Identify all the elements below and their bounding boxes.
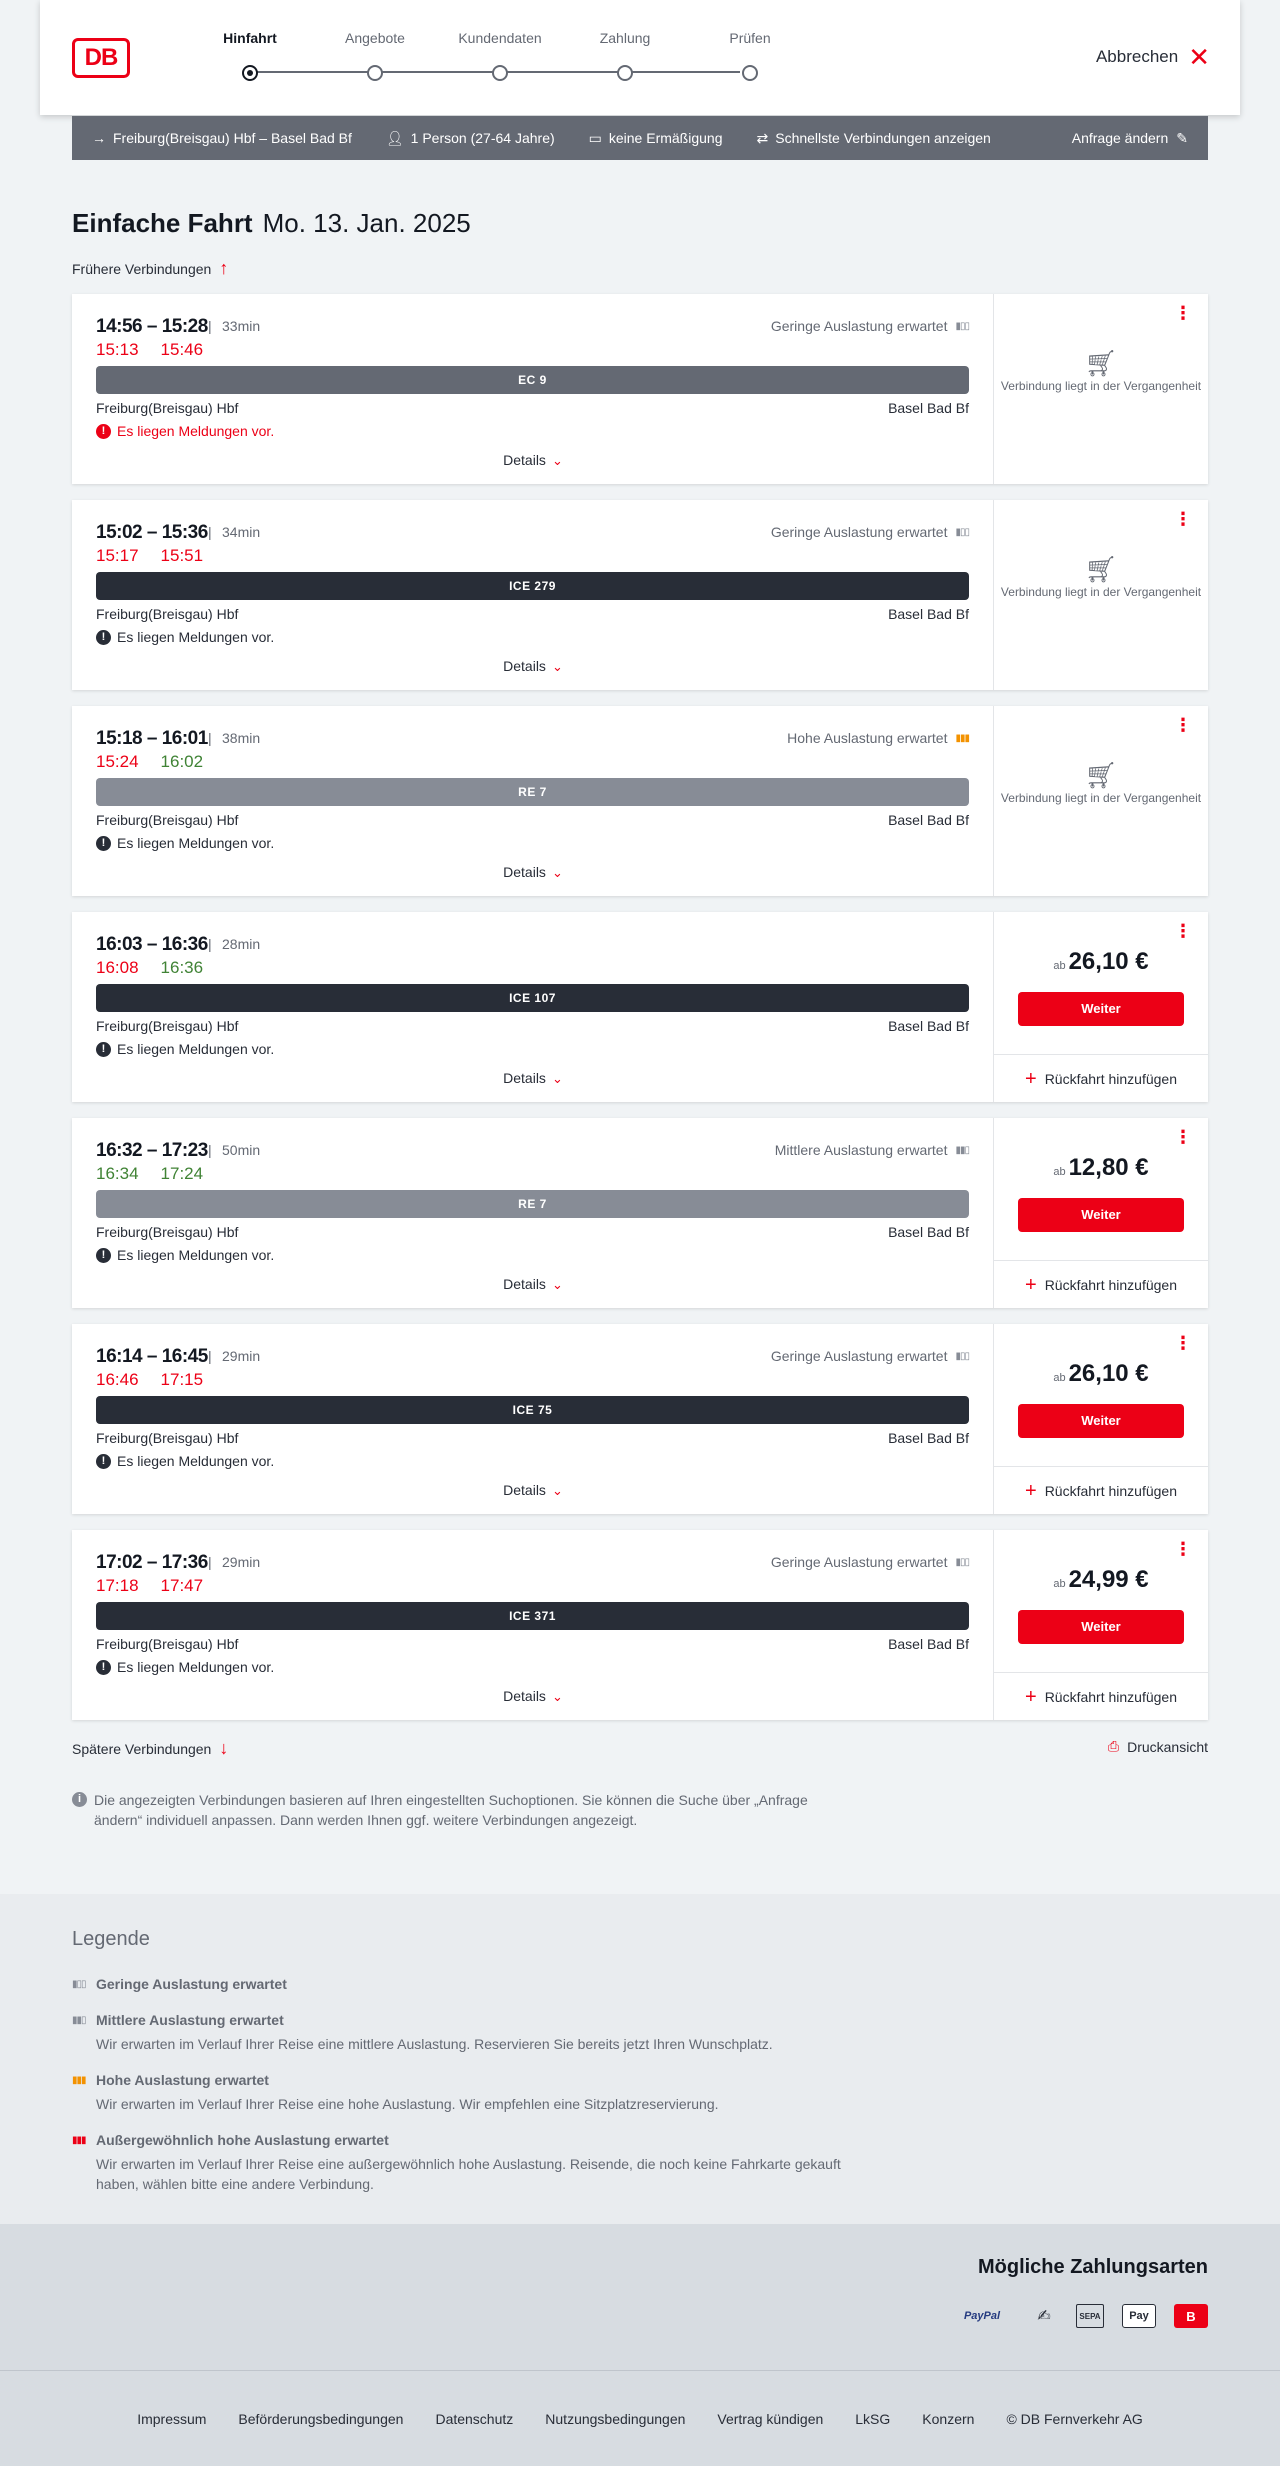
train-bar[interactable]: RE 7	[96, 1190, 969, 1218]
payment-title: Mögliche Zahlungsarten	[977, 2256, 1208, 2278]
info-notice	[72, 1790, 852, 1830]
exclamation-icon: !	[96, 1248, 111, 1263]
plus-icon: +	[1025, 1273, 1037, 1296]
step-hinfahrt[interactable]	[190, 30, 310, 81]
occupancy-text: Geringe Auslastung erwartet	[770, 524, 948, 540]
more-options-icon[interactable]: ⋮	[1174, 509, 1192, 529]
details-toggle[interactable]	[72, 658, 994, 675]
footer-link-befoerderungsbedingungen[interactable]: Beförderungsbedingungen	[238, 2411, 404, 2427]
origin-station: Freiburg(Breisgau) Hbf	[96, 1018, 239, 1034]
connection-main	[72, 294, 994, 484]
connection-times: 15:02 – 15:36	[96, 522, 208, 543]
connection-card	[72, 706, 1208, 896]
legend-head: Mittlere Auslastung erwartet	[96, 2012, 284, 2028]
step-dot	[617, 65, 633, 81]
realtime-arrival: 15:51	[160, 546, 204, 565]
earlier-label: Frühere Verbindungen	[72, 260, 212, 277]
connection-card	[72, 500, 1208, 690]
continue-button[interactable]: Weiter	[1018, 1198, 1184, 1232]
chevron-down-icon: ⌄	[551, 659, 563, 674]
connection-duration: 33min	[222, 318, 261, 334]
more-options-icon[interactable]: ⋮	[1174, 1333, 1192, 1353]
step-pruefen	[690, 30, 810, 81]
paypal-icon: PayPal	[963, 2310, 1001, 2322]
occupancy-icon: ▮▮▮	[955, 732, 969, 744]
exclamation-icon: !	[96, 1042, 111, 1057]
separator: |	[208, 730, 212, 746]
more-options-icon[interactable]: ⋮	[1174, 1539, 1192, 1559]
later-connections-link[interactable]	[72, 1738, 228, 1759]
chevron-down-icon: ⌄	[551, 1277, 563, 1292]
add-return-button[interactable]	[994, 1260, 1208, 1308]
train-bar[interactable]: ICE 279	[96, 572, 969, 600]
arrow-right-icon: →	[92, 130, 106, 146]
chevron-down-icon: ⌄	[551, 1071, 563, 1086]
legend-item-extreme	[72, 2132, 852, 2194]
edit-request-button[interactable]	[1072, 130, 1188, 147]
occupancy-text: Geringe Auslastung erwartet	[770, 318, 948, 334]
realtime-departure: 15:24	[96, 752, 139, 771]
exclamation-icon: !	[96, 1454, 111, 1469]
legend-item-low	[72, 1976, 852, 1992]
add-return-button[interactable]	[994, 1672, 1208, 1720]
connection-duration: 38min	[222, 730, 261, 746]
price	[994, 1154, 1208, 1182]
add-return-label: Rückfahrt hinzufügen	[1044, 1070, 1177, 1087]
summary-option	[757, 130, 991, 147]
details-label: Details	[503, 452, 546, 468]
search-summary-bar	[72, 116, 1208, 160]
details-label: Details	[503, 1070, 546, 1086]
past-text: Verbindung liegt in der Vergangenheit	[1000, 585, 1202, 599]
price	[994, 948, 1208, 976]
progress-steps	[180, 30, 800, 90]
occupancy-icon: ▮▯▯	[955, 526, 969, 538]
step-zahlung	[565, 30, 685, 81]
occupancy-icon: ▮▮▯	[955, 1144, 969, 1156]
legend-title: Legende	[72, 1928, 150, 1950]
destination-station: Basel Bad Bf	[888, 1430, 969, 1446]
origin-station: Freiburg(Breisgau) Hbf	[96, 1430, 239, 1446]
messages-notice	[96, 1453, 274, 1469]
past-connection-notice	[994, 760, 1208, 806]
train-bar[interactable]: ICE 75	[96, 1396, 969, 1424]
past-text: Verbindung liegt in der Vergangenheit	[1000, 379, 1202, 393]
title-date: Mo. 13. Jan. 2025	[262, 208, 471, 238]
messages-notice	[96, 629, 274, 645]
add-return-button[interactable]	[994, 1054, 1208, 1102]
details-toggle[interactable]	[72, 1070, 994, 1087]
edit-label: Anfrage ändern	[1071, 130, 1169, 146]
payment-icons	[952, 2304, 1208, 2328]
price	[994, 1566, 1208, 1594]
destination-station: Basel Bad Bf	[888, 1018, 969, 1034]
add-return-label: Rückfahrt hinzufügen	[1044, 1688, 1177, 1705]
earlier-connections-link[interactable]	[72, 258, 228, 279]
connection-duration: 29min	[222, 1348, 261, 1364]
footer-copyright: © DB Fernverkehr AG	[1006, 2411, 1143, 2427]
price-prefix: ab	[1053, 960, 1066, 972]
plus-icon: +	[1025, 1067, 1037, 1090]
realtime-departure: 16:08	[96, 958, 139, 977]
close-icon: ✕	[1188, 42, 1210, 72]
details-label: Details	[503, 658, 546, 674]
origin-station: Freiburg(Breisgau) Hbf	[96, 812, 239, 828]
occupancy	[787, 730, 969, 746]
plus-icon: +	[1025, 1479, 1037, 1502]
occupancy-icon: ▮▯▯	[955, 1350, 969, 1362]
occupancy-low-icon: ▮▯▯	[72, 1978, 86, 1990]
db-pay-icon: B	[1174, 2304, 1208, 2328]
later-label: Spätere Verbindungen	[72, 1740, 212, 1757]
footer-link-impressum[interactable]: Impressum	[137, 2411, 207, 2427]
realtime-arrival: 15:46	[160, 340, 204, 359]
apple-pay-icon: Pay	[1122, 2304, 1156, 2328]
more-options-icon[interactable]: ⋮	[1174, 1127, 1192, 1147]
legend-text: Wir erwarten im Verlauf Ihrer Reise eine hohe Auslastung. Wir empfehlen eine Sitzplatzreservierung.	[96, 2096, 719, 2112]
train-bar[interactable]: ICE 371	[96, 1602, 969, 1630]
legend-text: Wir erwarten im Verlauf Ihrer Reise eine mittlere Auslastung. Reservieren Sie bereits jetzt Ihren Wunschplatz.	[96, 2036, 773, 2052]
realtime-arrival: 17:15	[160, 1370, 204, 1389]
messages-notice	[96, 423, 274, 439]
price-value: 24,99 €	[1068, 1566, 1149, 1593]
messages-text: Es liegen Meldungen vor.	[117, 423, 275, 439]
realtime-departure: 16:46	[96, 1370, 139, 1389]
separator: |	[208, 1554, 212, 1570]
offer-panel	[994, 706, 1208, 896]
occupancy-text: Geringe Auslastung erwartet	[770, 1348, 948, 1364]
realtime-row	[96, 958, 225, 978]
occupancy	[771, 318, 969, 334]
occupancy-text: Geringe Auslastung erwartet	[770, 1554, 948, 1570]
realtime-row	[96, 1576, 225, 1596]
card-icon: ▭	[588, 129, 602, 146]
step-kundendaten	[440, 30, 560, 81]
connection-duration: 29min	[222, 1554, 261, 1570]
offer-panel	[994, 294, 1208, 484]
connection-main	[72, 1324, 994, 1514]
add-return-label: Rückfahrt hinzufügen	[1044, 1482, 1177, 1499]
realtime-row	[96, 1164, 225, 1184]
info-icon: i	[72, 1792, 87, 1807]
connection-main	[72, 706, 994, 896]
occupancy	[771, 1554, 969, 1570]
person-icon: 👤︎	[385, 129, 404, 146]
realtime-departure: 15:13	[96, 340, 139, 359]
origin-station: Freiburg(Breisgau) Hbf	[96, 400, 239, 416]
connection-duration: 28min	[222, 936, 261, 952]
messages-text: Es liegen Meldungen vor.	[117, 1247, 275, 1263]
exclamation-icon: !	[96, 1660, 111, 1675]
cart-unavailable-icon: 🛒︎	[1084, 760, 1118, 790]
sepa-icon: SEPA	[1076, 2304, 1104, 2328]
occupancy	[775, 1142, 969, 1158]
details-toggle[interactable]	[72, 1482, 994, 1499]
step-dot	[242, 65, 258, 81]
summary-discount	[589, 130, 723, 147]
header	[40, 0, 1240, 115]
connection-times: 16:14 – 16:45	[96, 1346, 208, 1367]
past-connection-notice	[994, 348, 1208, 394]
connection-card	[72, 1530, 1208, 1720]
footer-link-vertrag-kuendigen[interactable]: Vertrag kündigen	[717, 2411, 824, 2427]
messages-text: Es liegen Meldungen vor.	[117, 1453, 275, 1469]
step-label: Prüfen	[729, 30, 771, 46]
details-label: Details	[503, 864, 546, 880]
realtime-row	[96, 546, 225, 566]
more-options-icon[interactable]: ⋮	[1174, 921, 1192, 941]
step-label: Hinfahrt	[223, 30, 277, 46]
legend-item-medium	[72, 2012, 852, 2054]
more-options-icon[interactable]: ⋮	[1174, 303, 1192, 323]
cancel-button[interactable]	[1095, 42, 1210, 72]
page-title	[72, 208, 471, 239]
cancel-label: Abbrechen	[1095, 47, 1179, 66]
realtime-arrival: 17:47	[160, 1576, 204, 1595]
route-text: Freiburg(Breisgau) Hbf – Basel Bad Bf	[113, 130, 352, 146]
destination-station: Basel Bad Bf	[888, 1636, 969, 1652]
offer-panel	[994, 500, 1208, 690]
messages-notice	[96, 1247, 274, 1263]
price-prefix: ab	[1053, 1578, 1066, 1590]
separator: |	[208, 1142, 212, 1158]
swap-icon: ⇄	[756, 129, 769, 146]
db-logo[interactable]: DB	[72, 38, 130, 78]
add-return-button[interactable]	[994, 1466, 1208, 1514]
occupancy-high-icon: ▮▮▮	[72, 2074, 86, 2086]
cart-unavailable-icon: 🛒︎	[1084, 554, 1118, 584]
occupancy-extreme-icon: ▮▮▮	[72, 2134, 86, 2146]
origin-station: Freiburg(Breisgau) Hbf	[96, 606, 239, 622]
option-text: Schnellste Verbindungen anzeigen	[775, 130, 991, 146]
connection-main	[72, 912, 994, 1102]
offer-panel	[994, 1530, 1208, 1720]
step-dot	[492, 65, 508, 81]
print-label: Druckansicht	[1127, 1738, 1208, 1755]
exclamation-icon: !	[96, 836, 111, 851]
chevron-down-icon: ⌄	[551, 453, 563, 468]
connection-card	[72, 1324, 1208, 1514]
footer-links	[0, 2411, 1280, 2427]
print-view-link[interactable]	[1108, 1738, 1208, 1755]
footer-link-konzern[interactable]: Konzern	[922, 2411, 975, 2427]
step-label: Angebote	[345, 30, 405, 46]
price	[994, 1360, 1208, 1388]
occupancy-medium-icon: ▮▮▯	[72, 2014, 86, 2026]
klarna-icon: ✍	[1037, 2308, 1051, 2325]
footer-link-datenschutz[interactable]: Datenschutz	[435, 2411, 514, 2427]
printer-icon: ⎙	[1107, 1738, 1120, 1754]
destination-station: Basel Bad Bf	[888, 1224, 969, 1240]
legend-item-high	[72, 2072, 852, 2114]
realtime-row	[96, 1370, 225, 1390]
step-dot	[367, 65, 383, 81]
discount-text: keine Ermäßigung	[608, 130, 723, 146]
connection-card	[72, 294, 1208, 484]
title-main: Einfache Fahrt	[72, 208, 253, 238]
step-angebote	[315, 30, 435, 81]
connection-duration: 50min	[222, 1142, 261, 1158]
separator: |	[208, 1348, 212, 1364]
payment-methods-section	[0, 2224, 1280, 2370]
pencil-icon: ✎	[1176, 129, 1188, 146]
connection-times: 14:56 – 15:28	[96, 316, 208, 337]
separator: |	[208, 936, 212, 952]
realtime-departure: 17:18	[96, 1576, 139, 1595]
destination-station: Basel Bad Bf	[888, 812, 969, 828]
offer-panel	[994, 912, 1208, 1102]
messages-notice	[96, 835, 274, 851]
details-label: Details	[503, 1482, 546, 1498]
more-options-icon[interactable]: ⋮	[1174, 715, 1192, 735]
realtime-row	[96, 340, 225, 360]
price-value: 26,10 €	[1068, 1360, 1149, 1387]
connection-times: 17:02 – 17:36	[96, 1552, 208, 1573]
realtime-departure: 15:17	[96, 546, 139, 565]
past-connection-notice	[994, 554, 1208, 600]
occupancy-icon: ▮▯▯	[955, 320, 969, 332]
details-label: Details	[503, 1688, 546, 1704]
connection-card	[72, 912, 1208, 1102]
add-return-label: Rückfahrt hinzufügen	[1044, 1276, 1177, 1293]
connection-main	[72, 500, 994, 690]
messages-text: Es liegen Meldungen vor.	[117, 1659, 275, 1675]
connection-duration: 34min	[222, 524, 261, 540]
occupancy-icon: ▮▯▯	[955, 1556, 969, 1568]
destination-station: Basel Bad Bf	[888, 400, 969, 416]
chevron-down-icon: ⌄	[551, 1689, 563, 1704]
occupancy	[771, 524, 969, 540]
connection-card	[72, 1118, 1208, 1308]
past-text: Verbindung liegt in der Vergangenheit	[1000, 791, 1202, 805]
summary-route	[92, 130, 352, 146]
info-text: Die angezeigten Verbindungen basieren auf Ihren eingestellten Suchoptionen. Sie können die Suche über „Anfrage ändern“ individuell anpassen. Dann werden Ihnen ggf. weitere Verbindungen angezeigt.	[94, 1792, 808, 1828]
realtime-arrival: 16:02	[160, 752, 204, 771]
passengers-text: 1 Person (27-64 Jahre)	[410, 130, 555, 146]
chevron-down-icon: ⌄	[551, 865, 563, 880]
realtime-departure: 16:34	[96, 1164, 139, 1183]
destination-station: Basel Bad Bf	[888, 606, 969, 622]
offer-panel	[994, 1324, 1208, 1514]
connection-times: 15:18 – 16:01	[96, 728, 208, 749]
arrow-up-icon: ↑	[219, 258, 229, 278]
summary-passengers	[386, 130, 555, 147]
details-toggle[interactable]	[72, 452, 994, 469]
train-bar[interactable]: RE 7	[96, 778, 969, 806]
messages-notice	[96, 1041, 274, 1057]
train-bar[interactable]: ICE 107	[96, 984, 969, 1012]
messages-text: Es liegen Meldungen vor.	[117, 629, 275, 645]
connection-times: 16:32 – 17:23	[96, 1140, 208, 1161]
chevron-down-icon: ⌄	[551, 1483, 563, 1498]
origin-station: Freiburg(Breisgau) Hbf	[96, 1636, 239, 1652]
price-value: 12,80 €	[1068, 1154, 1149, 1181]
details-toggle[interactable]	[72, 864, 994, 881]
realtime-arrival: 16:36	[160, 958, 204, 977]
occupancy	[771, 1348, 969, 1364]
arrow-down-icon: ↓	[219, 1738, 229, 1758]
legend-head: Außergewöhnlich hohe Auslastung erwartet	[96, 2132, 389, 2148]
messages-notice	[96, 1659, 274, 1675]
continue-button[interactable]: Weiter	[1018, 992, 1184, 1026]
plus-icon: +	[1025, 1685, 1037, 1708]
separator: |	[208, 318, 212, 334]
connection-main	[72, 1530, 994, 1720]
messages-text: Es liegen Meldungen vor.	[117, 1041, 275, 1057]
offer-panel	[994, 1118, 1208, 1308]
connection-times: 16:03 – 16:36	[96, 934, 208, 955]
legend-head: Hohe Auslastung erwartet	[96, 2072, 269, 2088]
footer	[0, 2370, 1280, 2466]
occupancy-text: Hohe Auslastung erwartet	[787, 730, 948, 746]
step-label: Kundendaten	[458, 30, 542, 46]
details-toggle[interactable]	[72, 1276, 994, 1293]
cart-unavailable-icon: 🛒︎	[1084, 348, 1118, 378]
separator: |	[208, 524, 212, 540]
legend-section	[0, 1894, 1280, 2224]
price-value: 26,10 €	[1068, 948, 1149, 975]
continue-button[interactable]: Weiter	[1018, 1404, 1184, 1438]
realtime-arrival: 17:24	[160, 1164, 204, 1183]
footer-link-lksg[interactable]: LkSG	[855, 2411, 891, 2427]
occupancy-text: Mittlere Auslastung erwartet	[774, 1142, 948, 1158]
origin-station: Freiburg(Breisgau) Hbf	[96, 1224, 239, 1240]
step-label: Zahlung	[599, 30, 651, 46]
legend-head: Geringe Auslastung erwartet	[96, 1976, 287, 1992]
step-dot	[742, 65, 758, 81]
details-toggle[interactable]	[72, 1688, 994, 1705]
price-prefix: ab	[1053, 1166, 1066, 1178]
exclamation-icon: !	[96, 630, 111, 645]
details-label: Details	[503, 1276, 546, 1292]
legend-text: Wir erwarten im Verlauf Ihrer Reise eine außergewöhnlich hohe Auslastung. Reisende, die noch keine Fahrkarte gekauft haben, wählen bitte eine andere Verbindung.	[96, 2156, 841, 2192]
footer-link-nutzungsbedingungen[interactable]: Nutzungsbedingungen	[545, 2411, 686, 2427]
realtime-row	[96, 752, 225, 772]
price-prefix: ab	[1053, 1372, 1066, 1384]
continue-button[interactable]: Weiter	[1018, 1610, 1184, 1644]
messages-text: Es liegen Meldungen vor.	[117, 835, 275, 851]
connection-main	[72, 1118, 994, 1308]
exclamation-icon: !	[96, 424, 111, 439]
train-bar[interactable]: EC 9	[96, 366, 969, 394]
